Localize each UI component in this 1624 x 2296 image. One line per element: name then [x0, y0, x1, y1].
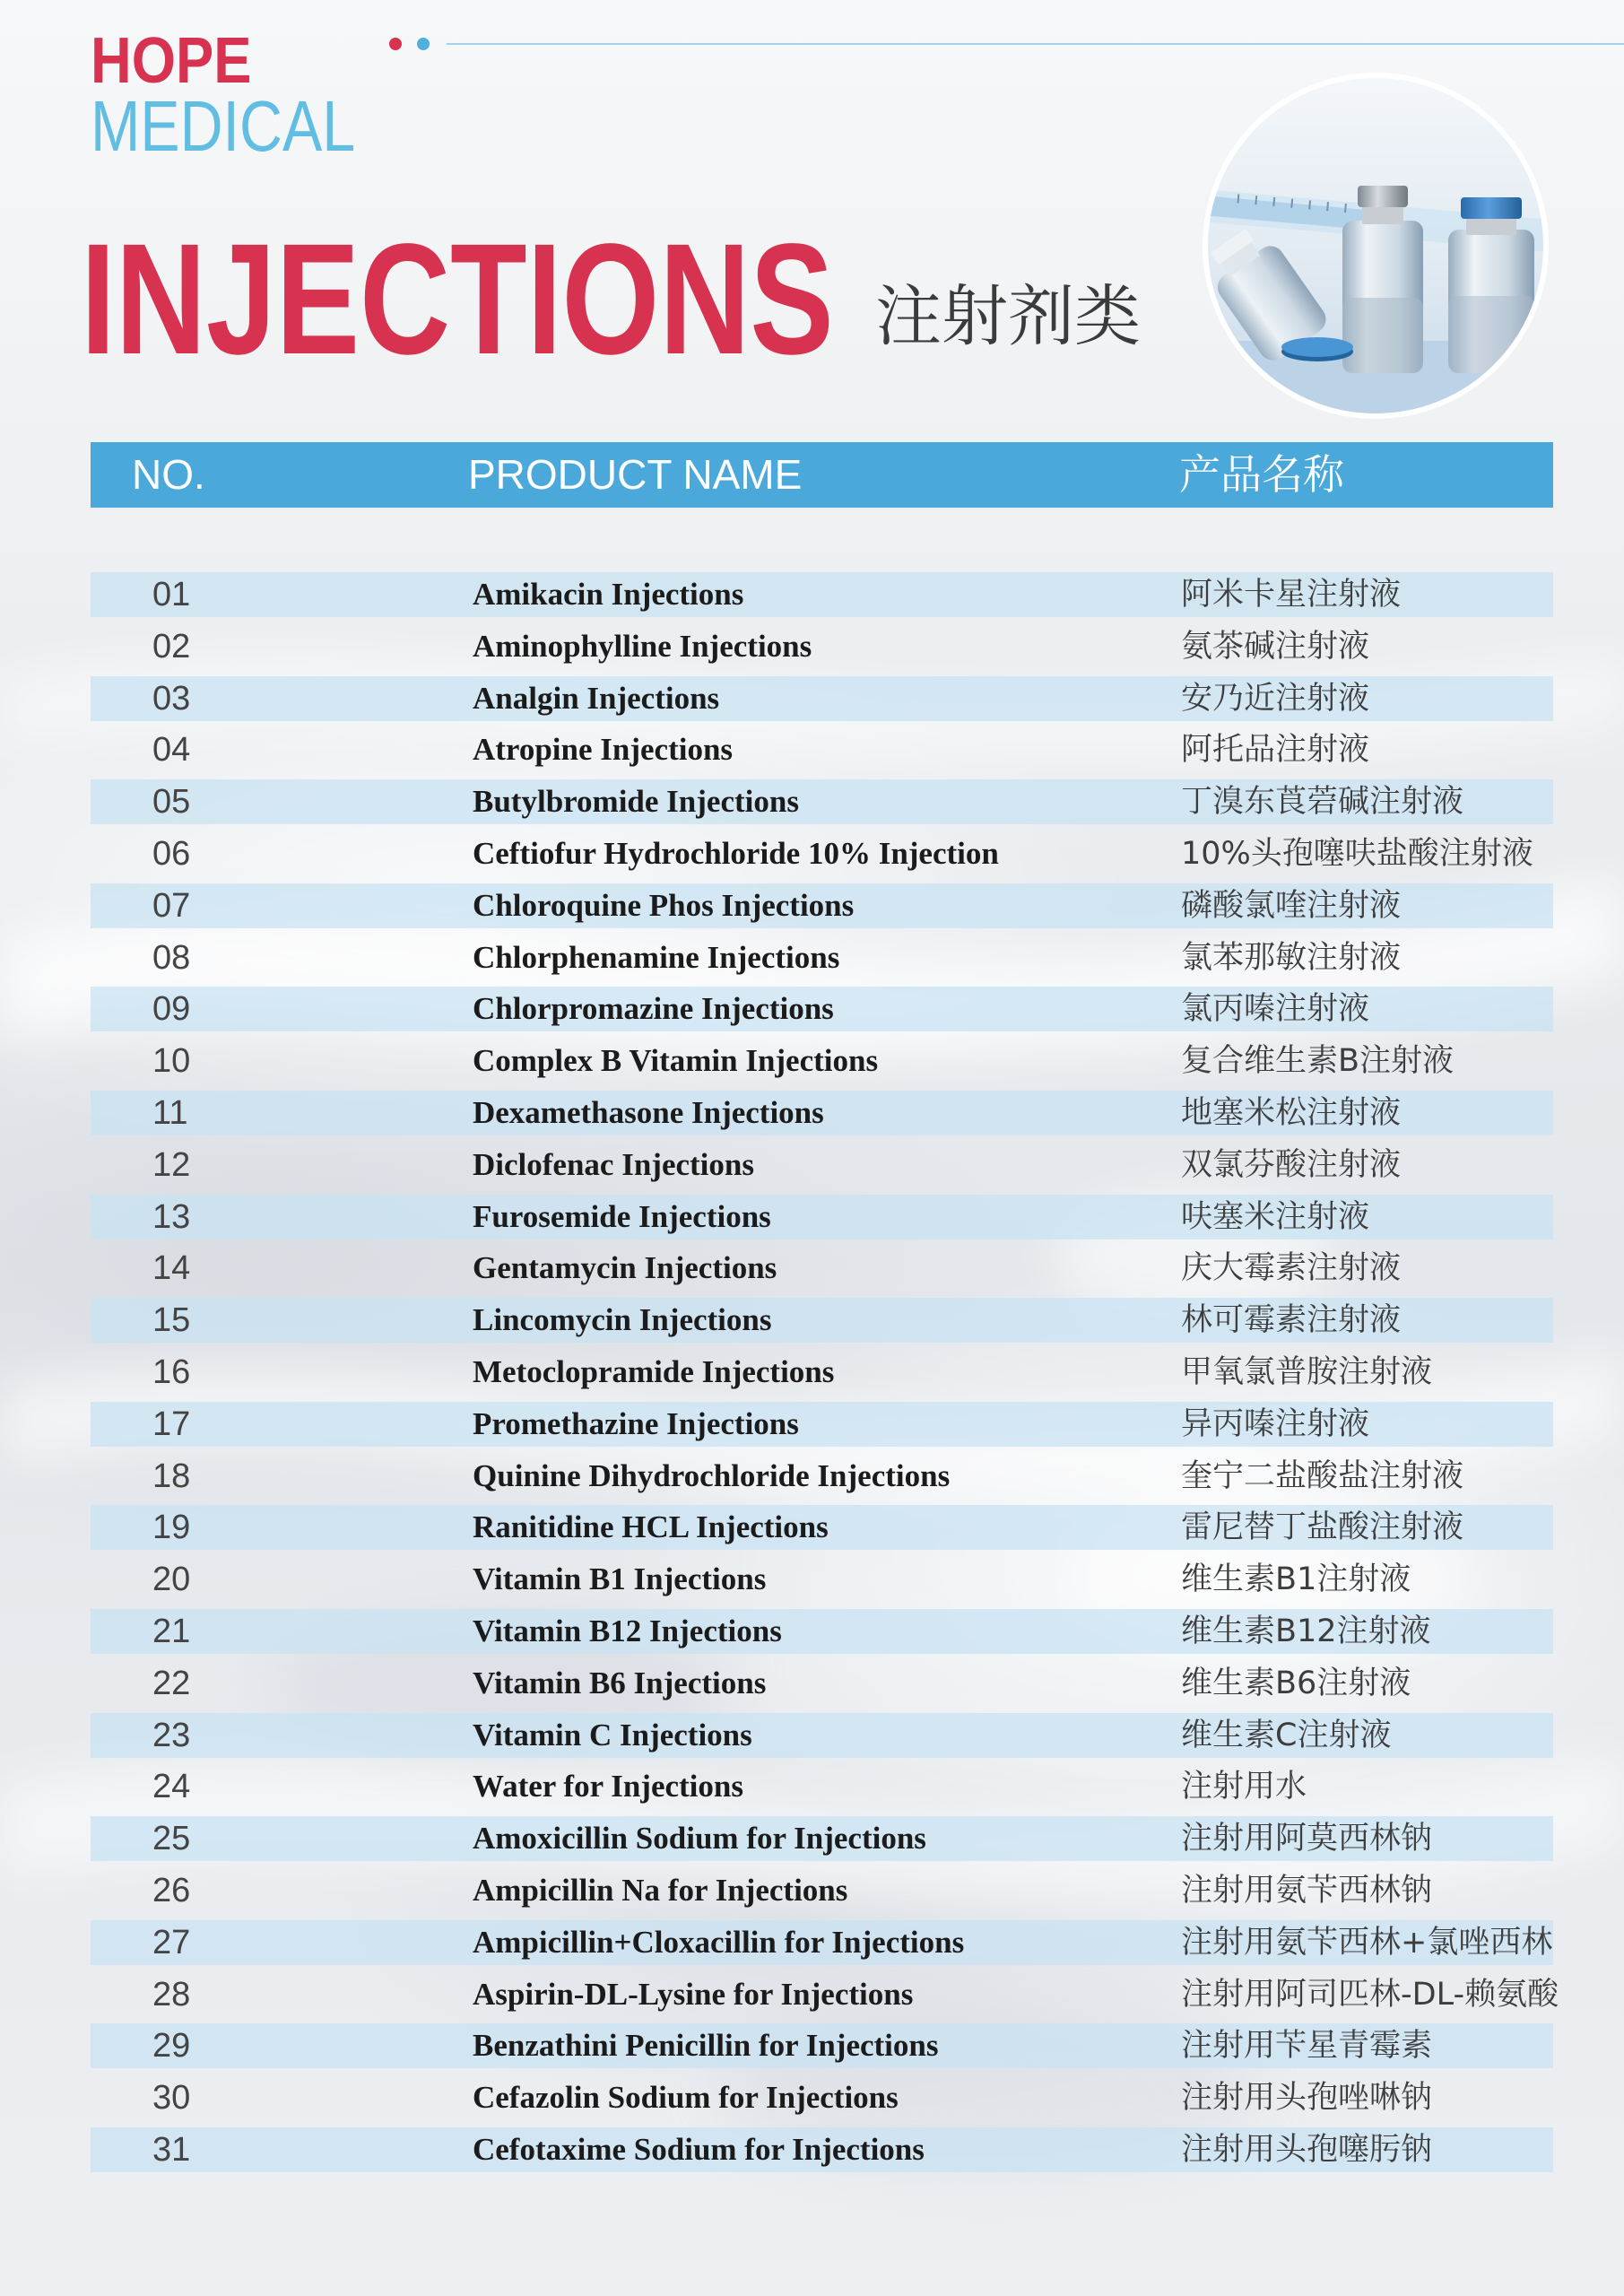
product-name: Amikacin Injections [473, 577, 744, 612]
product-name: Vitamin B6 Injections [473, 1665, 767, 1700]
product-name: Benzathini Penicillin for Injections [473, 2028, 939, 2064]
column-header-no: NO. [132, 451, 205, 498]
row-number: 22 [152, 1664, 191, 1702]
row-number: 19 [152, 1509, 191, 1547]
row-number: 27 [152, 1923, 191, 1961]
product-name: Promethazine Injections [473, 1405, 799, 1441]
page-title-cn: 注射剂类 [875, 278, 1141, 355]
table-row [91, 572, 1553, 617]
product-name-cn: 丁溴东莨菪碱注射液 [1181, 784, 1464, 821]
product-name: Lincomycin Injections [473, 1302, 772, 1338]
table-row [91, 883, 1553, 928]
product-name: Ampicillin Na for Injections [473, 1873, 848, 1908]
vial-cap-on-table [1281, 337, 1353, 361]
logo-hope-text: HOPE [91, 25, 252, 97]
row-number: 31 [152, 2131, 191, 2169]
product-name-cn: 氯苯那敏注射液 [1181, 939, 1402, 976]
row-number: 21 [152, 1613, 191, 1650]
product-name-cn: 氯丙嗪注射液 [1181, 991, 1370, 1028]
table-row [91, 1350, 1553, 1395]
product-name-cn: 注射用头孢噻肟钠 [1181, 2132, 1433, 2168]
table-row [91, 1713, 1553, 1758]
column-header-product-name-cn: 产品名称 [1179, 450, 1344, 499]
table-row [91, 676, 1553, 721]
product-name-cn: 林可霉素注射液 [1181, 1302, 1402, 1339]
product-name: Chloroquine Phos Injections [473, 887, 855, 923]
row-number: 20 [152, 1561, 191, 1599]
row-number: 16 [152, 1353, 191, 1391]
vial-cap-silver [1358, 186, 1408, 207]
product-name: Gentamycin Injections [473, 1250, 777, 1286]
table-row [91, 1246, 1553, 1291]
product-table [91, 572, 1559, 2178]
product-name: Cefotaxime Sodium for Injections [473, 2132, 925, 2167]
product-name-cn: 注射用阿莫西林钠 [1181, 1821, 1433, 1857]
row-number: 10 [152, 1042, 191, 1081]
product-name-cn: 安乃近注射液 [1181, 680, 1370, 717]
table-row [91, 1609, 1553, 1654]
row-number: 08 [152, 938, 191, 977]
product-name: Analgin Injections [473, 680, 720, 716]
table-row [91, 2127, 1553, 2172]
product-name: Dexamethasone Injections [473, 1095, 824, 1130]
product-name-cn: 阿米卡星注射液 [1181, 577, 1402, 613]
table-row [91, 1661, 1553, 1706]
table-row [91, 1557, 1553, 1602]
product-name-cn: 磷酸氯喹注射液 [1181, 887, 1402, 924]
product-name: Cefazolin Sodium for Injections [473, 2080, 899, 2116]
row-number: 28 [152, 1975, 191, 2013]
table-row [91, 1764, 1553, 1809]
table-row [91, 1298, 1553, 1343]
product-name: Aminophylline Injections [473, 628, 812, 664]
row-number: 12 [152, 1145, 191, 1184]
table-row [91, 831, 1553, 876]
row-number: 03 [152, 679, 191, 718]
product-name-cn: 注射用氨苄西林钠 [1181, 1873, 1433, 1909]
page-title: INJECTIONS [81, 212, 834, 387]
product-name-cn: 注射用头孢唑啉钠 [1181, 2080, 1433, 2117]
row-number: 17 [152, 1405, 191, 1443]
table-row [91, 1402, 1553, 1447]
product-name-cn: 注射用氨苄西林+氯唑西林 [1181, 1924, 1553, 1961]
row-number: 09 [152, 990, 191, 1029]
table-row [91, 987, 1553, 1031]
table-row [91, 1195, 1553, 1239]
product-name: Chlorpromazine Injections [473, 991, 834, 1027]
product-name: Quinine Dihydrochloride Injections [473, 1457, 951, 1493]
table-row [91, 1816, 1553, 1861]
table-header [91, 442, 1553, 508]
product-name: Ceftiofur Hydrochloride 10% Injection [473, 836, 999, 871]
table-row [91, 1143, 1553, 1187]
table-row [91, 779, 1553, 824]
product-name-cn: 维生素B1注射液 [1181, 1561, 1411, 1598]
product-name-cn: 注射用水 [1181, 1769, 1307, 1805]
header-divider-line [447, 43, 1624, 45]
product-name-cn: 10%头孢噻呋盐酸注射液 [1181, 836, 1533, 872]
row-number: 25 [152, 1820, 191, 1858]
product-name: Vitamin B1 Injections [473, 1561, 767, 1597]
product-name: Vitamin C Injections [473, 1717, 752, 1752]
row-number: 11 [152, 1094, 188, 1132]
product-name: Butylbromide Injections [473, 784, 799, 820]
product-name-cn: 甲氧氯普胺注射液 [1181, 1354, 1433, 1390]
row-number: 04 [152, 731, 191, 770]
row-number: 02 [152, 627, 191, 665]
table-row [91, 2023, 1553, 2068]
row-number: 05 [152, 783, 191, 822]
product-name: Atropine Injections [473, 732, 734, 768]
product-name-cn: 庆大霉素注射液 [1181, 1250, 1402, 1287]
row-number: 13 [152, 1197, 191, 1236]
table-row [91, 1920, 1553, 1965]
table-row [91, 1505, 1553, 1550]
row-number: 14 [152, 1249, 191, 1288]
product-name-cn: 雷尼替丁盐酸注射液 [1181, 1509, 1464, 1546]
product-name-cn: 阿托品注射液 [1181, 732, 1370, 769]
table-row [91, 2075, 1553, 2120]
product-photo [1201, 72, 1552, 423]
product-name: Water for Injections [473, 1769, 743, 1805]
product-name-cn: 维生素B6注射液 [1181, 1665, 1411, 1701]
product-name-cn: 维生素C注射液 [1181, 1717, 1392, 1753]
product-name: Chlorphenamine Injections [473, 939, 840, 975]
row-number: 29 [152, 2027, 191, 2066]
product-name-cn: 奎宁二盐酸盐注射液 [1181, 1457, 1464, 1494]
product-name-cn: 维生素B12注射液 [1181, 1613, 1431, 1649]
product-name-cn: 异丙嗪注射液 [1181, 1405, 1370, 1442]
row-number: 30 [152, 2079, 191, 2118]
product-name-cn: 呋塞米注射液 [1181, 1198, 1370, 1235]
table-row [91, 1454, 1553, 1499]
product-name: Aspirin-DL-Lysine for Injections [473, 1976, 914, 2012]
row-number: 07 [152, 886, 191, 925]
table-row [91, 1868, 1553, 1913]
product-name-cn: 地塞米松注射液 [1181, 1095, 1402, 1131]
logo-medical-text: MEDICAL [91, 86, 356, 166]
product-name: Complex B Vitamin Injections [473, 1043, 879, 1079]
row-number: 15 [152, 1301, 191, 1340]
product-name: Amoxicillin Sodium for Injections [473, 1821, 926, 1857]
row-number: 18 [152, 1457, 191, 1495]
product-name-cn: 双氯芬酸注射液 [1181, 1146, 1402, 1183]
table-row [91, 935, 1553, 980]
product-name: Ampicillin+Cloxacillin for Injections [473, 1924, 965, 1960]
table-row [91, 1039, 1553, 1083]
product-name: Vitamin B12 Injections [473, 1613, 782, 1648]
decor-dot-blue [417, 38, 430, 50]
decor-dot-red [389, 38, 402, 50]
row-number: 26 [152, 1872, 191, 1909]
column-header-product-name: PRODUCT NAME [468, 451, 803, 498]
product-name: Furosemide Injections [473, 1198, 771, 1234]
row-number: 01 [152, 576, 191, 613]
row-number: 06 [152, 835, 191, 873]
table-row [91, 1091, 1553, 1135]
product-name: Metoclopramide Injections [473, 1354, 835, 1389]
row-number: 23 [152, 1716, 191, 1754]
table-row [91, 727, 1553, 772]
product-name-cn: 注射用阿司匹林-DL-赖氨酸 [1181, 1976, 1559, 2013]
product-name-cn: 氨茶碱注射液 [1181, 628, 1370, 665]
product-name-cn: 注射用苄星青霉素 [1181, 2028, 1433, 2065]
vial-cap-blue [1461, 197, 1522, 219]
product-name: Diclofenac Injections [473, 1146, 754, 1182]
product-name: Ranitidine HCL Injections [473, 1509, 829, 1545]
table-row [91, 1972, 1559, 2017]
product-name-cn: 复合维生素B注射液 [1181, 1043, 1455, 1080]
table-row [91, 624, 1553, 669]
row-number: 24 [152, 1768, 191, 1806]
